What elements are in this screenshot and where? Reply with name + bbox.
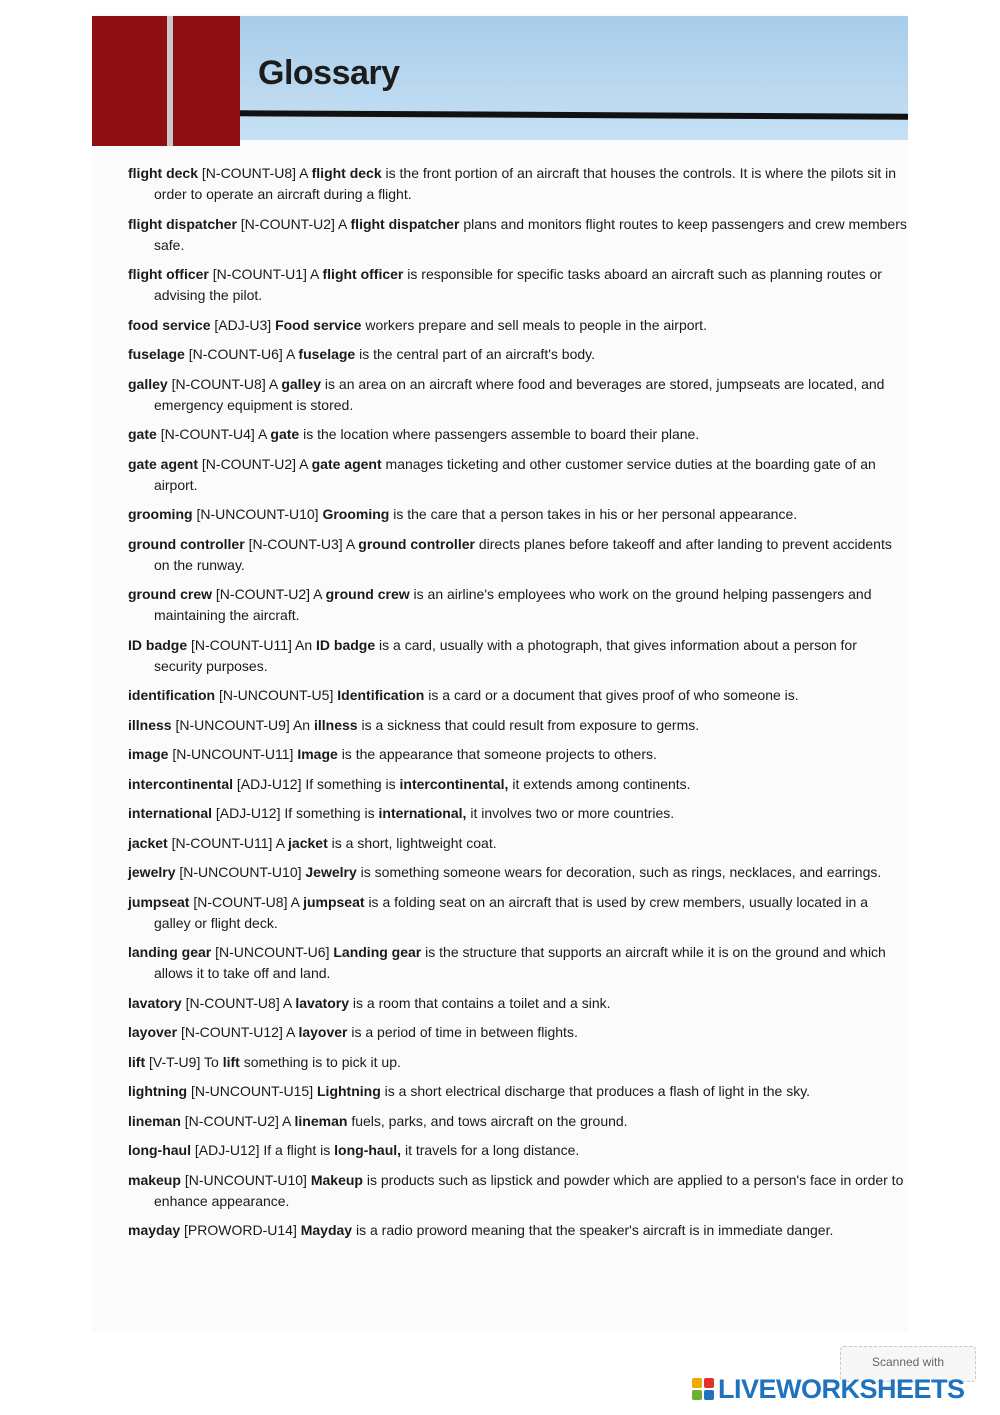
entry-definition: is responsible for specific tasks aboard an aircraft such as planning routes or advising the pilot. bbox=[154, 266, 882, 303]
entry-headword: ID badge bbox=[316, 636, 376, 653]
entry-tag: [N-COUNT-U4] bbox=[160, 426, 255, 442]
entry-term: flight officer bbox=[128, 266, 209, 282]
entry-tag: [N-UNCOUNT-U10] bbox=[196, 506, 319, 522]
glossary-list bbox=[128, 163, 908, 1250]
entry-headword: lift bbox=[222, 1053, 240, 1070]
entry-definition: is the structure that supports an aircraft while it is on the ground and which allows it to take off and land. bbox=[154, 944, 886, 981]
entry-term: flight dispatcher bbox=[128, 215, 237, 232]
entry-definition: fuels, parks, and tows aircraft on the ground. bbox=[351, 1112, 628, 1129]
glossary-entry bbox=[128, 833, 908, 854]
entry-tag: [N-UNCOUNT-U10] bbox=[179, 864, 302, 880]
entry-term: intercontinental bbox=[128, 775, 234, 792]
glossary-entry bbox=[128, 892, 908, 934]
entry-headword: layover bbox=[298, 1024, 348, 1040]
entry-term: grooming bbox=[128, 506, 193, 522]
entry-definition: it involves two or more countries. bbox=[470, 805, 675, 821]
entry-lead: An bbox=[292, 716, 311, 733]
glossary-entry bbox=[128, 942, 908, 984]
entry-headword: lineman bbox=[294, 1112, 348, 1129]
entry-term: gate agent bbox=[128, 455, 199, 472]
glossary-entry bbox=[128, 315, 908, 336]
glossary-entry bbox=[128, 1170, 908, 1212]
entry-lead: If something is bbox=[284, 805, 375, 821]
entry-headword: international, bbox=[378, 805, 467, 821]
entry-definition: is a short electrical discharge that produces a flash of light in the sky. bbox=[384, 1083, 811, 1099]
entry-term: illness bbox=[128, 716, 172, 733]
entry-tag: [N-UNCOUNT-U10] bbox=[184, 1171, 307, 1188]
entry-lead: A bbox=[338, 215, 347, 232]
entry-headword: illness bbox=[313, 716, 358, 733]
entry-headword: intercontinental, bbox=[399, 775, 509, 792]
entry-term: food service bbox=[128, 316, 211, 333]
glossary-entry bbox=[128, 214, 908, 256]
entry-definition: is a folding seat on an aircraft that is used by crew members, usually located in a galley or flight deck. bbox=[154, 893, 869, 931]
entry-term: ground controller bbox=[128, 535, 245, 552]
entry-definition: directs planes before takeoff and after landing to prevent accidents on the runway. bbox=[154, 535, 892, 573]
entry-term: jewelry bbox=[128, 864, 176, 880]
entry-tag: [ADJ-U12] bbox=[194, 1142, 260, 1158]
entry-definition: is a card, usually with a photograph, that gives information about a person for security purposes. bbox=[154, 636, 857, 674]
glossary-entry bbox=[128, 1111, 908, 1132]
glossary-entry bbox=[128, 584, 908, 626]
entry-definition: is a short, lightweight coat. bbox=[331, 834, 497, 851]
entry-headword: ground crew bbox=[325, 586, 410, 602]
entry-term: image bbox=[128, 746, 169, 762]
brand-name: LIVEWORKSHEETS bbox=[718, 1373, 965, 1404]
page-title: Glossary bbox=[258, 54, 400, 92]
entry-headword: lavatory bbox=[295, 994, 350, 1011]
glossary-entry bbox=[128, 504, 908, 525]
glossary-entry bbox=[128, 163, 908, 205]
glossary-entry bbox=[128, 1052, 908, 1073]
entry-term: flight deck bbox=[128, 165, 199, 181]
entry-term: jacket bbox=[128, 834, 168, 851]
glossary-entry bbox=[128, 264, 908, 306]
entry-tag: [V-T-U9] bbox=[149, 1053, 201, 1070]
entry-tag: [N-UNCOUNT-U6] bbox=[215, 944, 330, 960]
glossary-entry bbox=[128, 1220, 908, 1241]
entry-tag: [N-COUNT-U6] bbox=[188, 346, 283, 362]
entry-definition: is a sickness that could result from exposure to germs. bbox=[361, 716, 700, 733]
entry-definition: is an airline's employees who work on the ground helping passengers and maintaining the aircraft. bbox=[154, 586, 872, 623]
entry-definition: is a radio proword meaning that the speaker's aircraft is in immediate danger. bbox=[355, 1222, 834, 1238]
entry-tag: [N-COUNT-U11] bbox=[191, 636, 292, 653]
entry-definition: is an area on an aircraft where food and beverages are stored, jumpseats are located, and emergency equipment is stored. bbox=[154, 375, 885, 413]
entry-tag: [N-UNCOUNT-U5] bbox=[219, 687, 334, 703]
entry-term: lineman bbox=[128, 1112, 181, 1129]
entry-term: landing gear bbox=[128, 944, 212, 960]
entry-lead: A bbox=[299, 455, 308, 472]
entry-definition: is the care that a person takes in his or her personal appearance. bbox=[393, 506, 798, 522]
entry-term: mayday bbox=[128, 1222, 181, 1238]
entry-term: lift bbox=[128, 1053, 146, 1070]
glossary-entry bbox=[128, 374, 908, 416]
glossary-entry bbox=[128, 635, 908, 677]
entry-definition: workers prepare and sell meals to people in the airport. bbox=[365, 316, 707, 333]
entry-headword: Grooming bbox=[322, 506, 390, 522]
entry-headword: long-haul, bbox=[334, 1142, 402, 1158]
entry-tag: [ADJ-U12] bbox=[236, 775, 302, 792]
entry-tag: [N-COUNT-U2] bbox=[240, 215, 335, 232]
entry-tag: [N-UNCOUNT-U9] bbox=[175, 716, 290, 733]
entry-headword: jacket bbox=[288, 834, 328, 851]
entry-tag: [N-COUNT-U2] bbox=[215, 586, 311, 602]
entry-lead: An bbox=[295, 636, 313, 653]
entry-tag: [N-COUNT-U2] bbox=[184, 1112, 279, 1129]
entry-lead: A bbox=[268, 375, 278, 392]
entry-term: identification bbox=[128, 687, 216, 703]
entry-headword: galley bbox=[281, 375, 322, 392]
entry-term: lightning bbox=[128, 1083, 188, 1099]
entry-lead: A bbox=[310, 266, 319, 282]
entry-tag: [N-COUNT-U3] bbox=[248, 535, 343, 552]
entry-definition: it extends among continents. bbox=[512, 775, 691, 792]
glossary-entry bbox=[128, 454, 908, 496]
entry-tag: [N-COUNT-U8] bbox=[193, 893, 288, 910]
liveworksheets-logo-icon bbox=[692, 1378, 714, 1400]
entry-lead: A bbox=[299, 165, 308, 181]
glossary-entry bbox=[128, 424, 908, 445]
glossary-entry bbox=[128, 744, 908, 765]
entry-tag: [ADJ-U3] bbox=[214, 316, 272, 333]
glossary-entry bbox=[128, 993, 908, 1014]
entry-definition: plans and monitors flight routes to keep passengers and crew members safe. bbox=[154, 215, 907, 253]
entry-term: fuselage bbox=[128, 346, 185, 362]
glossary-entry bbox=[128, 534, 908, 576]
entry-lead: If a flight is bbox=[263, 1142, 331, 1158]
entry-headword: gate agent bbox=[311, 455, 382, 472]
entry-term: international bbox=[128, 805, 213, 821]
entry-lead: A bbox=[275, 834, 285, 851]
entry-lead: To bbox=[204, 1053, 219, 1070]
glossary-entry bbox=[128, 715, 908, 736]
header-red-bar-right bbox=[173, 16, 240, 146]
entry-headword: flight dispatcher bbox=[350, 215, 460, 232]
entry-tag: [N-COUNT-U8] bbox=[185, 994, 280, 1011]
entry-tag: [PROWORD-U14] bbox=[184, 1222, 297, 1238]
entry-term: ground crew bbox=[128, 586, 213, 602]
entry-headword: gate bbox=[270, 426, 300, 442]
entry-tag: [N-COUNT-U11] bbox=[171, 834, 273, 851]
entry-term: ID badge bbox=[128, 636, 188, 653]
entry-tag: [N-UNCOUNT-U15] bbox=[190, 1083, 314, 1099]
entry-term: lavatory bbox=[128, 994, 182, 1011]
entry-headword: Makeup bbox=[310, 1171, 363, 1188]
entry-headword: Image bbox=[297, 746, 338, 762]
entry-definition: is the front portion of an aircraft that houses the controls. It is where the pilots sit in order to operate an aircraft during a flight. bbox=[154, 165, 897, 202]
glossary-entry bbox=[128, 344, 908, 365]
entry-definition: is the central part of an aircraft's body. bbox=[359, 346, 595, 362]
glossary-entry bbox=[128, 685, 908, 706]
entry-headword: flight deck bbox=[311, 165, 382, 181]
entry-headword: Food service bbox=[275, 316, 362, 333]
entry-lead: A bbox=[285, 346, 295, 362]
entry-tag: [N-COUNT-U2] bbox=[201, 455, 297, 472]
entry-headword: fuselage bbox=[298, 346, 356, 362]
entry-tag: [N-COUNT-U12] bbox=[180, 1024, 283, 1040]
entry-term: makeup bbox=[128, 1171, 181, 1188]
entry-definition: is something someone wears for decoration, such as rings, necklaces, and earrings. bbox=[360, 864, 882, 880]
entry-headword: ground controller bbox=[358, 535, 475, 552]
entry-tag: [N-COUNT-U8] bbox=[171, 375, 266, 392]
entry-definition: is the location where passengers assemble to board their plane. bbox=[303, 426, 700, 442]
entry-lead: A bbox=[313, 586, 322, 602]
entry-lead: A bbox=[285, 1024, 295, 1040]
glossary-entry bbox=[128, 774, 908, 795]
entry-term: long-haul bbox=[128, 1142, 191, 1158]
entry-lead: A bbox=[290, 893, 300, 910]
entry-definition: is a card or a document that gives proof of who someone is. bbox=[428, 687, 799, 703]
entry-headword: Landing gear bbox=[333, 944, 422, 960]
entry-lead: A bbox=[282, 994, 292, 1011]
glossary-entry bbox=[128, 1022, 908, 1043]
entry-definition: is a room that contains a toilet and a sink. bbox=[352, 994, 611, 1011]
entry-term: layover bbox=[128, 1024, 178, 1040]
entry-tag: [N-COUNT-U8] bbox=[201, 165, 297, 181]
entry-definition: is products such as lipstick and powder which are applied to a person's face in order to enhance appearance. bbox=[154, 1171, 904, 1209]
entry-definition: it travels for a long distance. bbox=[404, 1142, 580, 1158]
entry-headword: Jewelry bbox=[305, 864, 357, 880]
scan-stamp: Scanned with bbox=[840, 1346, 976, 1382]
entry-lead: A bbox=[257, 426, 267, 442]
entry-tag: [N-COUNT-U1] bbox=[212, 266, 307, 282]
entry-term: jumpseat bbox=[128, 893, 190, 910]
entry-term: galley bbox=[128, 375, 168, 392]
entry-lead: A bbox=[345, 535, 355, 552]
entry-headword: jumpseat bbox=[303, 893, 365, 910]
glossary-entry bbox=[128, 862, 908, 883]
entry-definition: manages ticketing and other customer service duties at the boarding gate of an airport. bbox=[154, 455, 876, 493]
entry-headword: Lightning bbox=[317, 1083, 381, 1099]
entry-term: gate bbox=[128, 426, 157, 442]
entry-headword: Identification bbox=[337, 687, 425, 703]
entry-definition: is the appearance that someone projects to others. bbox=[341, 746, 657, 762]
brand-logo[interactable] bbox=[692, 1374, 965, 1404]
glossary-entry bbox=[128, 1081, 908, 1102]
entry-lead: A bbox=[282, 1112, 291, 1129]
glossary-entry bbox=[128, 803, 908, 824]
header-red-bar-left bbox=[92, 16, 167, 146]
entry-lead: If something is bbox=[305, 775, 396, 792]
entry-headword: flight officer bbox=[322, 266, 404, 282]
glossary-entry bbox=[128, 1140, 908, 1161]
entry-definition: something is to pick it up. bbox=[243, 1053, 401, 1070]
entry-tag: [ADJ-U12] bbox=[215, 805, 281, 821]
entry-definition: is a period of time in between flights. bbox=[351, 1024, 578, 1040]
entry-tag: [N-UNCOUNT-U11] bbox=[172, 746, 294, 762]
entry-headword: Mayday bbox=[300, 1222, 353, 1238]
